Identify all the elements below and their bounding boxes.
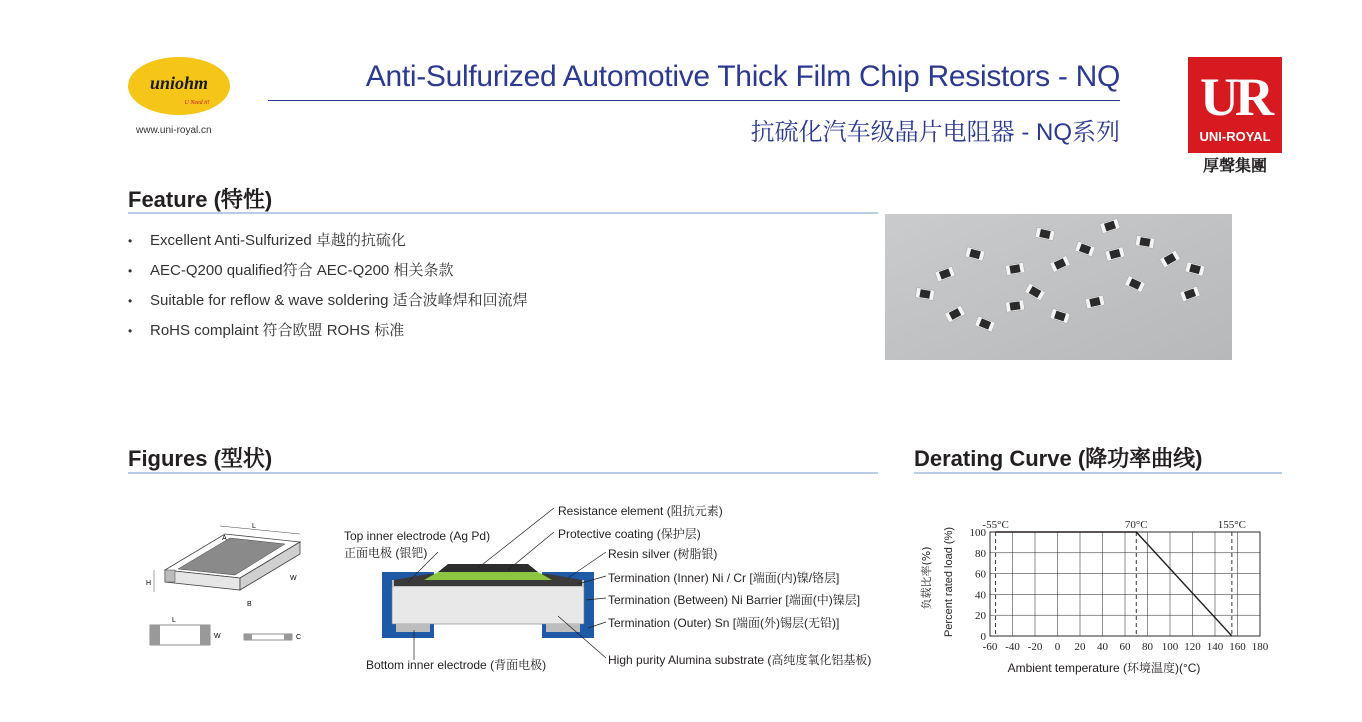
page-title: Anti-Sulfurized Automotive Thick Film Chip Resistors - NQ bbox=[365, 60, 1120, 93]
marker-label: 155°C bbox=[1217, 519, 1246, 531]
chip-dimension-drawing bbox=[140, 520, 320, 650]
figures-heading: Figures (型状) bbox=[128, 446, 273, 471]
y-tick-label: 100 bbox=[969, 527, 986, 539]
uniohm-wordmark: uniohm bbox=[149, 73, 209, 93]
derating-line bbox=[996, 532, 1232, 636]
callout-bottom-inner: Bottom inner electrode (背面电极) bbox=[366, 658, 547, 672]
callout-top-inner-en: Top inner electrode (Ag Pd) bbox=[344, 529, 491, 543]
x-tick-label: 60 bbox=[1119, 641, 1131, 653]
callout-termination-inner: Termination (Inner) Ni / Cr [端面(内)镍/铬层] bbox=[608, 571, 840, 585]
x-tick-label: 40 bbox=[1097, 641, 1108, 653]
feature-text: AEC-Q200 qualified符合 AEC-Q200 相关条款 bbox=[150, 262, 454, 279]
uni-royal-logo bbox=[1188, 57, 1282, 175]
dim-W-label: W bbox=[290, 575, 297, 582]
x-tick-label: 0 bbox=[1054, 641, 1061, 653]
x-tick-label: 80 bbox=[1142, 641, 1153, 653]
derating-ylabel-zh: 负载比率(%) bbox=[920, 546, 933, 610]
callout-protective-coating: Protective coating (保护层) bbox=[558, 527, 701, 541]
x-tick-label: -20 bbox=[1027, 641, 1043, 653]
callout-termination-between: Termination (Between) Ni Barrier [端面(中)镍层] bbox=[608, 593, 861, 607]
x-tick-label: -60 bbox=[982, 641, 998, 653]
marker-label: -55°C bbox=[982, 519, 1009, 531]
figures-divider bbox=[128, 472, 878, 474]
marker-label: 70°C bbox=[1124, 519, 1148, 531]
callout-top-inner-zh: 正面电极 (银钯) bbox=[344, 546, 428, 560]
feature-heading: Feature (特性) bbox=[128, 187, 273, 212]
feature-text: RoHS complaint 符合欧盟 ROHS 标准 bbox=[150, 322, 405, 339]
y-tick-label: 20 bbox=[975, 610, 986, 623]
feature-divider bbox=[128, 212, 878, 214]
bullet-icon: • bbox=[128, 264, 133, 278]
derating-heading: Derating Curve (降功率曲线) bbox=[914, 446, 1203, 471]
derating-divider bbox=[914, 472, 1282, 474]
uniohm-tagline: U Need it! bbox=[184, 100, 210, 106]
feature-text: Suitable for reflow & wave soldering 适合波峰焊和回流焊 bbox=[150, 292, 528, 309]
dim-W-label-top: W bbox=[214, 633, 221, 640]
feature-text: Excellent Anti-Sulfurized 卓越的抗硫化 bbox=[150, 232, 406, 249]
dim-B-label: B bbox=[247, 601, 252, 608]
x-tick-label: 20 bbox=[1074, 641, 1086, 653]
y-tick-label: 40 bbox=[975, 589, 986, 602]
bullet-icon: • bbox=[128, 294, 133, 308]
y-tick-label: 80 bbox=[975, 547, 986, 560]
feature-item bbox=[128, 230, 528, 260]
callout-termination-outer: Termination (Outer) Sn [端面(外)锡层(无铅)] bbox=[608, 616, 840, 630]
uni-royal-chinese: 厚聲集團 bbox=[1202, 156, 1268, 175]
x-tick-label: 160 bbox=[1229, 641, 1246, 653]
x-tick-label: -40 bbox=[1005, 641, 1020, 653]
y-tick-label: 0 bbox=[980, 631, 986, 643]
chip-cross-section-diagram bbox=[338, 496, 898, 676]
callout-alumina-substrate: High purity Alumina substrate (高纯度氧化铝基板) bbox=[608, 653, 872, 667]
x-tick-label: 140 bbox=[1206, 641, 1224, 653]
ur-mark: UR bbox=[1200, 67, 1270, 127]
dim-L-label: L bbox=[252, 523, 256, 530]
feature-item bbox=[128, 260, 528, 290]
x-tick-label: 180 bbox=[1251, 641, 1269, 653]
dim-C-label: C bbox=[296, 634, 302, 641]
bullet-icon: • bbox=[128, 234, 133, 248]
dim-A-label: A bbox=[222, 535, 227, 542]
derating-chart bbox=[914, 508, 1282, 693]
feature-list bbox=[128, 230, 528, 350]
page-subtitle: 抗硫化汽车级晶片电阻器 - NQ系列 bbox=[750, 119, 1120, 146]
derating-ylabel-en: Percent rated load (%) bbox=[943, 526, 955, 638]
uniohm-logo bbox=[127, 56, 231, 116]
chip-resistors-photo bbox=[885, 214, 1232, 360]
y-tick-label: 60 bbox=[975, 568, 986, 581]
bullet-icon: • bbox=[128, 324, 133, 338]
derating-xlabel: Ambient temperature (环境温度)(°C) bbox=[1007, 661, 1201, 675]
uni-royal-name: UNI-ROYAL bbox=[1199, 129, 1271, 144]
feature-item bbox=[128, 290, 528, 320]
callout-resistance-element: Resistance element (阻抗元素) bbox=[558, 504, 723, 518]
x-tick-label: 100 bbox=[1161, 641, 1179, 653]
brand-url: www.uni-royal.cn bbox=[136, 125, 212, 136]
dim-L-label-top: L bbox=[172, 617, 176, 624]
dim-H-label: H bbox=[146, 580, 152, 587]
title-divider bbox=[268, 100, 1120, 101]
x-tick-label: 120 bbox=[1184, 641, 1201, 653]
callout-resin-silver: Resin silver (树脂银) bbox=[608, 547, 718, 561]
feature-item bbox=[128, 320, 528, 350]
